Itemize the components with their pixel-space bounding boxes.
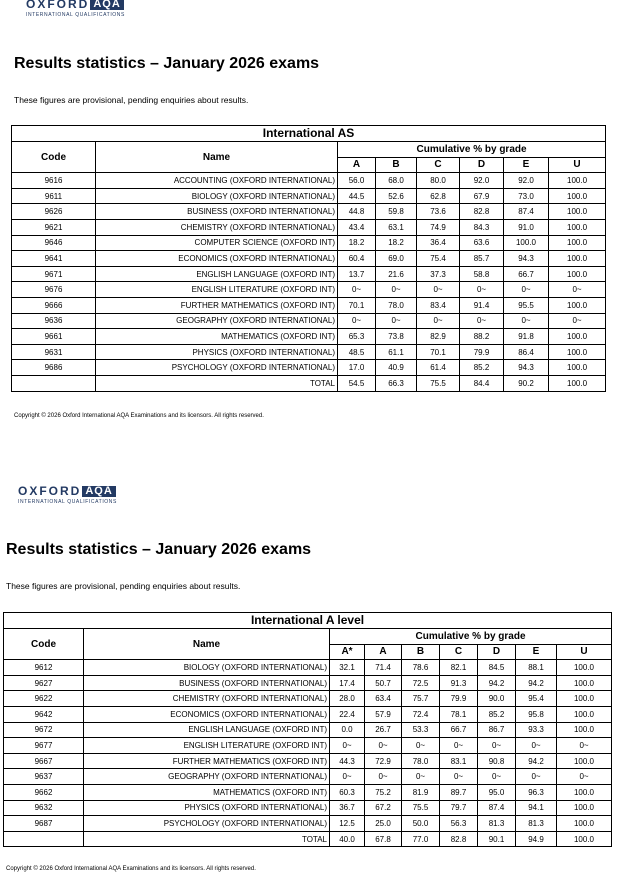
total-label: TOTAL [84,831,330,847]
subject-code: 9616 [12,173,96,189]
subject-code: 9637 [4,769,84,785]
table-row [4,675,612,691]
grade-value: 0~ [402,769,440,785]
subject-name: PSYCHOLOGY (OXFORD INTERNATIONAL) [84,816,330,832]
grade-value: 40.9 [376,360,417,376]
grade-value: 0~ [365,738,402,754]
grade-value: 0~ [330,769,365,785]
grade-value: 94.2 [516,675,557,691]
subject-name: PHYSICS (OXFORD INTERNATIONAL) [96,344,338,360]
grade-value: 100.0 [549,173,606,189]
grade-value: 65.3 [338,329,376,345]
grade-value: 21.6 [376,266,417,282]
grade-value: 95.8 [516,706,557,722]
grade-value: 90.8 [478,753,516,769]
grade-value: 36.4 [417,235,460,251]
grade-value: 83.4 [417,297,460,313]
subject-name: GEOGRAPHY (OXFORD INTERNATIONAL) [96,313,338,329]
grade-value: 91.3 [440,675,478,691]
grade-value: 57.9 [365,706,402,722]
grade-value: 59.8 [376,204,417,220]
subject-code: 9626 [12,204,96,220]
grade-value: 62.8 [417,188,460,204]
grade-value: 74.9 [417,219,460,235]
table-caption: International AS [12,126,606,142]
subject-code: 9672 [4,722,84,738]
total-row [4,831,612,847]
page-subtitle: These figures are provisional, pending enquiries about results. [6,581,241,591]
total-row [12,375,606,391]
subject-name: ENGLISH LITERATURE (OXFORD INT) [96,282,338,298]
table-row [12,313,606,329]
grade-value: 95.4 [516,691,557,707]
total-value: 40.0 [330,831,365,847]
grade-value: 61.4 [417,360,460,376]
total-value: 100.0 [557,831,612,847]
grade-value: 71.4 [365,660,402,676]
grade-value: 0~ [440,738,478,754]
total-value: 75.5 [417,375,460,391]
grade-value: 73.0 [504,188,549,204]
table-row [12,188,606,204]
grade-value: 82.1 [440,660,478,676]
grade-value: 91.8 [504,329,549,345]
total-value: 94.9 [516,831,557,847]
grade-value: 85.7 [460,251,504,267]
subject-name: FURTHER MATHEMATICS (OXFORD INT) [96,297,338,313]
grade-value: 83.1 [440,753,478,769]
grade-value: 61.1 [376,344,417,360]
grade-value: 0~ [504,313,549,329]
subject-code: 9636 [12,313,96,329]
grade-header: E [504,157,549,173]
grade-value: 70.1 [338,297,376,313]
subject-code: 9622 [4,691,84,707]
grade-value: 82.9 [417,329,460,345]
grade-header: C [440,644,478,660]
grade-value: 0~ [557,769,612,785]
grade-value: 93.3 [516,722,557,738]
grade-value: 100.0 [549,204,606,220]
grade-value: 63.6 [460,235,504,251]
grade-value: 53.3 [402,722,440,738]
grade-value: 85.2 [460,360,504,376]
grade-value: 100.0 [549,251,606,267]
name-header: Name [96,142,338,173]
grade-header: D [460,157,504,173]
grade-value: 89.7 [440,784,478,800]
grade-value: 12.5 [330,816,365,832]
grade-value: 18.2 [376,235,417,251]
grade-value: 28.0 [330,691,365,707]
grade-value: 92.0 [504,173,549,189]
subject-name: BIOLOGY (OXFORD INTERNATIONAL) [96,188,338,204]
grade-value: 69.0 [376,251,417,267]
subject-code: 9677 [4,738,84,754]
table-row [4,738,612,754]
table-row [12,235,606,251]
grade-value: 73.8 [376,329,417,345]
total-code-blank [4,831,84,847]
grade-value: 50.0 [402,816,440,832]
grade-value: 86.4 [504,344,549,360]
grade-value: 100.0 [557,675,612,691]
grade-value: 63.1 [376,219,417,235]
table-row [4,706,612,722]
grade-value: 0~ [417,313,460,329]
table-row [12,204,606,220]
grade-value: 67.2 [365,800,402,816]
grade-value: 100.0 [557,784,612,800]
grade-value: 100.0 [549,297,606,313]
table-row [4,660,612,676]
subject-code: 9646 [12,235,96,251]
grade-value: 0~ [516,738,557,754]
subject-code: 9627 [4,675,84,691]
subject-code: 9687 [4,816,84,832]
subject-code: 9666 [12,297,96,313]
grade-value: 0~ [338,282,376,298]
grade-value: 44.3 [330,753,365,769]
grade-value: 91.4 [460,297,504,313]
total-value: 77.0 [402,831,440,847]
subject-code: 9611 [12,188,96,204]
grade-value: 94.3 [504,251,549,267]
grade-value: 81.3 [516,816,557,832]
total-label: TOTAL [96,375,338,391]
grade-header: B [402,644,440,660]
total-value: 67.8 [365,831,402,847]
grade-header: U [557,644,612,660]
grade-value: 0~ [478,738,516,754]
total-code-blank [12,375,96,391]
logo-aqa-badge: AQA [90,0,123,10]
grade-header: A* [330,644,365,660]
grade-value: 0~ [549,313,606,329]
copyright-notice: Copyright © 2026 Oxford International AQA Examinations and its licensors. All rights reserved. [6,866,256,872]
grade-value: 79.7 [440,800,478,816]
subject-name: BIOLOGY (OXFORD INTERNATIONAL) [84,660,330,676]
page-title: Results statistics – January 2026 exams [14,55,320,72]
table-row [12,219,606,235]
grade-header: D [478,644,516,660]
grade-value: 72.5 [402,675,440,691]
grade-value: 22.4 [330,706,365,722]
grade-value: 100.0 [549,188,606,204]
logo-oxford-text: OXFORD [26,0,90,11]
total-value: 54.5 [338,375,376,391]
grade-value: 87.4 [478,800,516,816]
total-value: 90.1 [478,831,516,847]
grade-value: 44.5 [338,188,376,204]
table-row [4,722,612,738]
as-results-table [11,125,606,392]
logo-subtitle: INTERNATIONAL QUALIFICATIONS [26,12,125,18]
grade-header: E [516,644,557,660]
name-header: Name [84,629,330,660]
subject-name: ECONOMICS (OXFORD INTERNATIONAL) [84,706,330,722]
grade-value: 94.2 [516,753,557,769]
grade-value: 68.0 [376,173,417,189]
grade-value: 75.5 [402,800,440,816]
grade-value: 0~ [549,282,606,298]
subject-code: 9661 [12,329,96,345]
grade-value: 58.8 [460,266,504,282]
grade-value: 79.9 [460,344,504,360]
grade-value: 0~ [376,313,417,329]
grade-value: 100.0 [557,706,612,722]
grade-value: 72.9 [365,753,402,769]
subject-code: 9676 [12,282,96,298]
subject-name: PHYSICS (OXFORD INTERNATIONAL) [84,800,330,816]
table-row [12,173,606,189]
grade-value: 95.5 [504,297,549,313]
grade-value: 100.0 [557,722,612,738]
grade-value: 0~ [376,282,417,298]
grade-value: 48.5 [338,344,376,360]
grade-value: 100.0 [557,816,612,832]
page-subtitle: These figures are provisional, pending enquiries about results. [14,95,249,105]
grade-value: 0~ [365,769,402,785]
grade-value: 36.7 [330,800,365,816]
grade-value: 85.2 [478,706,516,722]
grade-value: 17.4 [330,675,365,691]
grade-value: 52.6 [376,188,417,204]
grade-value: 78.1 [440,706,478,722]
total-value: 66.3 [376,375,417,391]
subject-name: CHEMISTRY (OXFORD INTERNATIONAL) [96,219,338,235]
grade-value: 100.0 [557,660,612,676]
oxford-aqa-logo [26,0,125,23]
subject-code: 9612 [4,660,84,676]
grade-value: 17.0 [338,360,376,376]
grade-value: 78.0 [402,753,440,769]
subject-code: 9671 [12,266,96,282]
grade-value: 84.5 [478,660,516,676]
grade-value: 91.0 [504,219,549,235]
grade-value: 0~ [516,769,557,785]
grade-value: 66.7 [440,722,478,738]
grade-value: 87.4 [504,204,549,220]
table-row [12,329,606,345]
table-row [4,691,612,707]
table-row [12,344,606,360]
grade-value: 26.7 [365,722,402,738]
grade-value: 78.0 [376,297,417,313]
table-row [12,297,606,313]
table-row [4,800,612,816]
grade-header: B [376,157,417,173]
logo-subtitle: INTERNATIONAL QUALIFICATIONS [18,499,117,505]
grade-value: 92.0 [460,173,504,189]
grade-value: 86.7 [478,722,516,738]
grade-value: 75.2 [365,784,402,800]
grade-value: 80.0 [417,173,460,189]
subject-name: ECONOMICS (OXFORD INTERNATIONAL) [96,251,338,267]
grade-header: C [417,157,460,173]
grade-value: 0~ [440,769,478,785]
subject-code: 9642 [4,706,84,722]
grade-value: 88.1 [516,660,557,676]
grade-header: A [365,644,402,660]
subject-name: GEOGRAPHY (OXFORD INTERNATIONAL) [84,769,330,785]
grade-value: 100.0 [557,753,612,769]
grade-value: 78.6 [402,660,440,676]
copyright-notice: Copyright © 2026 Oxford International AQA Examinations and its licensors. All rights reserved. [14,413,264,419]
oxford-aqa-logo [18,486,117,510]
grade-value: 0.0 [330,722,365,738]
grade-value: 32.1 [330,660,365,676]
grade-value: 75.7 [402,691,440,707]
grade-value: 79.9 [440,691,478,707]
subject-name: ENGLISH LANGUAGE (OXFORD INT) [84,722,330,738]
total-value: 84.4 [460,375,504,391]
grade-value: 84.3 [460,219,504,235]
grade-value: 0~ [417,282,460,298]
grade-value: 100.0 [549,266,606,282]
grade-value: 50.7 [365,675,402,691]
a-level-results-table [3,612,612,847]
grade-value: 0~ [330,738,365,754]
subject-name: MATHEMATICS (OXFORD INT) [84,784,330,800]
page-title: Results statistics – January 2026 exams [6,541,312,558]
total-value: 90.2 [504,375,549,391]
grade-value: 82.8 [460,204,504,220]
grade-value: 56.3 [440,816,478,832]
table-row [4,816,612,832]
grade-value: 0~ [478,769,516,785]
grade-value: 100.0 [549,344,606,360]
grade-value: 90.0 [478,691,516,707]
grade-value: 43.4 [338,219,376,235]
subject-name: ENGLISH LANGUAGE (OXFORD INT) [96,266,338,282]
subject-code: 9662 [4,784,84,800]
cumulative-header: Cumulative % by grade [330,629,612,645]
grade-value: 66.7 [504,266,549,282]
grade-value: 95.0 [478,784,516,800]
grade-value: 100.0 [549,360,606,376]
grade-value: 100.0 [557,691,612,707]
grade-value: 88.2 [460,329,504,345]
grade-value: 13.7 [338,266,376,282]
subject-code: 9667 [4,753,84,769]
grade-value: 0~ [557,738,612,754]
subject-code: 9686 [12,360,96,376]
table-row [4,753,612,769]
grade-value: 44.8 [338,204,376,220]
logo-aqa-badge: AQA [82,486,115,497]
grade-value: 100.0 [504,235,549,251]
grade-value: 81.9 [402,784,440,800]
grade-value: 0~ [460,313,504,329]
grade-value: 67.9 [460,188,504,204]
subject-name: BUSINESS (OXFORD INTERNATIONAL) [96,204,338,220]
subject-name: FURTHER MATHEMATICS (OXFORD INT) [84,753,330,769]
grade-value: 56.0 [338,173,376,189]
grade-value: 70.1 [417,344,460,360]
table-row [12,282,606,298]
grade-value: 96.3 [516,784,557,800]
cumulative-header: Cumulative % by grade [338,142,606,158]
subject-name: BUSINESS (OXFORD INTERNATIONAL) [84,675,330,691]
grade-value: 0~ [504,282,549,298]
grade-value: 0~ [402,738,440,754]
total-value: 100.0 [549,375,606,391]
grade-value: 60.4 [338,251,376,267]
grade-header: A [338,157,376,173]
subject-code: 9641 [12,251,96,267]
code-header: Code [4,629,84,660]
grade-value: 100.0 [549,219,606,235]
grade-value: 94.2 [478,675,516,691]
grade-value: 94.3 [504,360,549,376]
grade-value: 94.1 [516,800,557,816]
table-row [12,266,606,282]
grade-value: 25.0 [365,816,402,832]
grade-value: 60.3 [330,784,365,800]
grade-value: 100.0 [557,800,612,816]
grade-value: 63.4 [365,691,402,707]
grade-value: 18.2 [338,235,376,251]
grade-value: 0~ [460,282,504,298]
grade-value: 37.3 [417,266,460,282]
table-row [12,251,606,267]
grade-value: 81.3 [478,816,516,832]
total-value: 82.8 [440,831,478,847]
subject-name: ENGLISH LITERATURE (OXFORD INT) [84,738,330,754]
subject-name: CHEMISTRY (OXFORD INTERNATIONAL) [84,691,330,707]
grade-value: 75.4 [417,251,460,267]
subject-code: 9632 [4,800,84,816]
code-header: Code [12,142,96,173]
subject-name: PSYCHOLOGY (OXFORD INTERNATIONAL) [96,360,338,376]
grade-value: 72.4 [402,706,440,722]
subject-name: ACCOUNTING (OXFORD INTERNATIONAL) [96,173,338,189]
subject-code: 9631 [12,344,96,360]
logo-oxford-text: OXFORD [18,484,82,498]
grade-value: 73.6 [417,204,460,220]
table-row [12,360,606,376]
subject-code: 9621 [12,219,96,235]
subject-name: MATHEMATICS (OXFORD INT) [96,329,338,345]
table-caption: International A level [4,613,612,629]
table-row [4,769,612,785]
subject-name: COMPUTER SCIENCE (OXFORD INT) [96,235,338,251]
table-row [4,784,612,800]
grade-value: 100.0 [549,329,606,345]
grade-header: U [549,157,606,173]
grade-value: 0~ [338,313,376,329]
grade-value: 100.0 [549,235,606,251]
